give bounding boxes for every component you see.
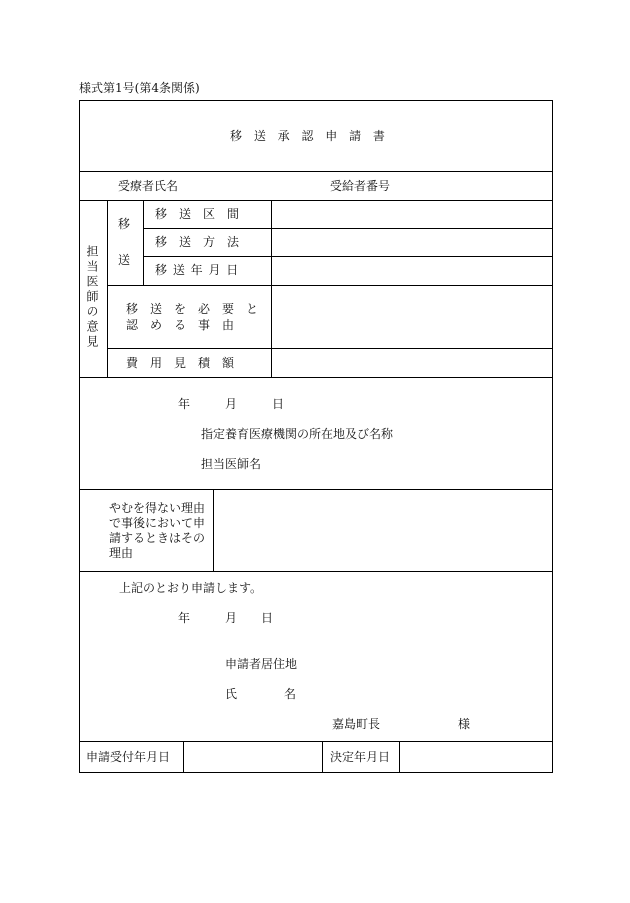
unavoidable-line-4: 理由: [109, 546, 134, 560]
reason-line-1: 移 送 を 必 要 と: [126, 302, 259, 316]
doctor-year: 年: [178, 397, 191, 411]
application-year: 年: [178, 611, 191, 625]
recipient-number-label: 受給者番号: [330, 179, 391, 193]
unavoidable-line-2: で事後において申: [109, 516, 206, 530]
application-day: 日: [261, 611, 274, 625]
outer-bottom: [79, 772, 553, 773]
reason-line-2: 認 め る 事 由: [126, 318, 235, 332]
form-number: 様式第1号(第4条関係): [79, 81, 200, 95]
sep-after-opinion: [79, 377, 553, 378]
patient-name-label: 受療者氏名: [118, 179, 179, 193]
received-date-field[interactable]: [184, 742, 322, 772]
reason-field[interactable]: [272, 286, 552, 348]
transfer-method-field[interactable]: [272, 229, 552, 256]
applicant-address-label: 申請者居住地: [225, 657, 298, 671]
transfer-date-label: 移 送 年 月 日: [155, 263, 240, 277]
sep-after-unavoidable: [79, 571, 553, 572]
honorific: 様: [458, 717, 471, 731]
opinion-heading: 担当医師の意見: [85, 245, 99, 350]
transfer-date-field[interactable]: [272, 257, 552, 285]
sep-after-title: [79, 171, 553, 172]
doctor-name-label: 担当医師名: [201, 457, 262, 471]
applicant-name-char-2: 名: [284, 687, 297, 701]
institution-label: 指定養育医療機関の所在地及び名称: [201, 427, 394, 441]
footer-divider-2: [322, 741, 323, 772]
opinion-heading-divider: [107, 200, 108, 377]
cost-estimate-label: 費 用 見 積 額: [126, 356, 235, 370]
received-date-label: 申請受付年月日: [86, 750, 171, 764]
unavoidable-reason-field[interactable]: [214, 490, 552, 571]
applicant-name-char-1: 氏: [225, 687, 238, 701]
addressee: 嘉島町長: [332, 717, 381, 731]
transfer-method-label: 移 送 方 法: [155, 235, 240, 249]
unavoidable-line-1: やむを得ない理由: [109, 501, 206, 515]
cost-estimate-field[interactable]: [272, 349, 552, 377]
application-month: 月: [225, 611, 238, 625]
outer-top: [79, 100, 553, 101]
transfer-section-label: 移 送 区 間: [155, 207, 240, 221]
transfer-char-1: 移: [118, 217, 131, 231]
transfer-char-2: 送: [118, 253, 131, 267]
doctor-day: 日: [272, 397, 285, 411]
transfer-col-divider: [143, 200, 144, 285]
form-title: 移 送 承 認 申 請 書: [230, 129, 389, 143]
unavoidable-line-3: 請するときはその: [109, 531, 206, 545]
doctor-month: 月: [225, 397, 238, 411]
decision-date-field[interactable]: [400, 742, 552, 772]
application-statement: 上記のとおり申請します。: [119, 581, 263, 595]
transfer-section-field[interactable]: [272, 201, 552, 228]
decision-date-label: 決定年月日: [330, 750, 391, 764]
